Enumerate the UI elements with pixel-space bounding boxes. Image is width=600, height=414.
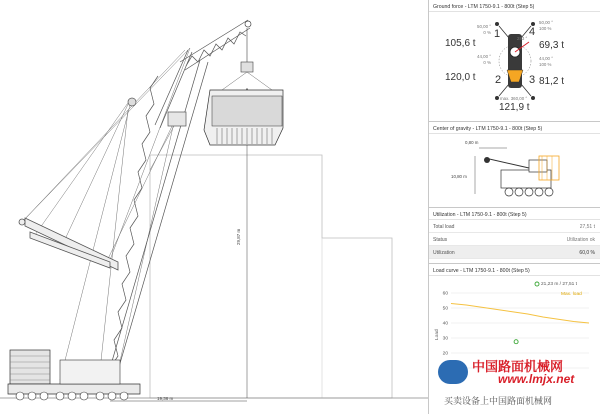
- max-force: 121,9 t: [499, 102, 530, 113]
- hook-load: [204, 28, 283, 145]
- outrigger-3-angle: 44,00 °: [539, 56, 553, 61]
- util-value: 27,51 t: [579, 224, 595, 230]
- y-tick-label: 50: [442, 306, 448, 312]
- info-sidebar: [428, 0, 600, 414]
- watermark-cn: 中国路面机械网: [472, 359, 564, 374]
- watermark-footer: 买卖设备上中国路面机械网: [444, 396, 553, 406]
- y-tick-label: 60: [442, 291, 448, 297]
- outrigger-1-index: 1: [494, 28, 501, 40]
- y-tick-label: 40: [442, 321, 448, 327]
- building-outline: [150, 155, 392, 398]
- util-row-total-load: [429, 220, 600, 233]
- load-point: [514, 340, 518, 344]
- outrigger-3-force: 81,2 t: [539, 76, 565, 87]
- superlift-mast: [19, 218, 118, 270]
- outrigger-2-force: 120,0 t: [445, 72, 476, 83]
- cog-body: [429, 134, 600, 208]
- outrigger-4-percent: 100 %: [539, 26, 552, 31]
- outrigger-1-angle: 50,00 °: [477, 24, 491, 29]
- main-boom: [108, 60, 208, 377]
- outrigger-2-angle: 44,00 °: [477, 54, 491, 59]
- util-value: 60,0 %: [579, 250, 595, 256]
- watermark: [438, 356, 598, 406]
- utilization-panel: [429, 208, 600, 264]
- guy-lines: [22, 48, 190, 380]
- outrigger-2-percent: 0 %: [483, 60, 491, 65]
- center-of-gravity-panel: [429, 122, 600, 208]
- outrigger-4-angle: 50,00 °: [539, 20, 553, 25]
- util-key: Total load: [433, 224, 455, 230]
- max-load-label: Max. load: [561, 292, 582, 297]
- cog-dim-side: 10,80 m: [451, 174, 467, 179]
- fly-jib: [180, 20, 251, 70]
- ground-force-title: Ground force - LTM 1750-9.1 - 800t (Step 5): [429, 0, 600, 12]
- max-angle-label: max. 360,00 °: [500, 96, 528, 101]
- outrigger-3-percent: 100 %: [539, 62, 552, 67]
- load-marker-label: 21,23 m / 27,51 t: [541, 282, 578, 287]
- cog-diagram: [429, 134, 600, 208]
- outrigger-4-force: 69,3 t: [539, 40, 565, 51]
- ground-force-body: [429, 12, 600, 122]
- cog-title: Center of gravity - LTM 1750-9.1 - 800t (Step 5): [429, 122, 600, 134]
- outrigger-3-index: 3: [529, 74, 536, 86]
- outrigger-2-index: 2: [495, 74, 502, 86]
- utilization-title: Utilization - LTM 1750-9.1 - 800t (Step 5): [429, 208, 600, 220]
- height-label: 29,87 m: [236, 228, 241, 245]
- outrigger-1-percent: 0 %: [483, 30, 491, 35]
- outrigger-4-index: 4: [529, 26, 536, 38]
- legend-point-marker: [535, 282, 539, 286]
- radius-label: 19,36 m: [157, 396, 174, 401]
- y-tick-label: 20: [442, 351, 448, 357]
- cog-dim-top: 0,80 m: [465, 140, 479, 145]
- ground-force-panel: [429, 0, 600, 122]
- util-row-utilization: [429, 246, 600, 259]
- y-tick-label: 30: [442, 336, 448, 342]
- load-curve-title: Load curve - LTM 1750-9.1 - 800t (Step 5): [429, 264, 600, 276]
- counterweight: [10, 350, 50, 384]
- util-value: Utilization ok: [566, 237, 595, 243]
- outrigger-1-force: 105,6 t: [445, 38, 476, 49]
- luffing-strut: [128, 50, 192, 128]
- watermark-logo-icon: [438, 360, 468, 384]
- util-key: Status: [433, 237, 448, 243]
- watermark-url: www.lmjx.net: [498, 372, 575, 386]
- util-row-status: [429, 233, 600, 246]
- slew-angle: 283 °: [517, 36, 528, 41]
- load-axis-label: Load: [435, 329, 440, 340]
- util-key: Utilization: [433, 250, 455, 256]
- series-line-max-load: [451, 304, 589, 324]
